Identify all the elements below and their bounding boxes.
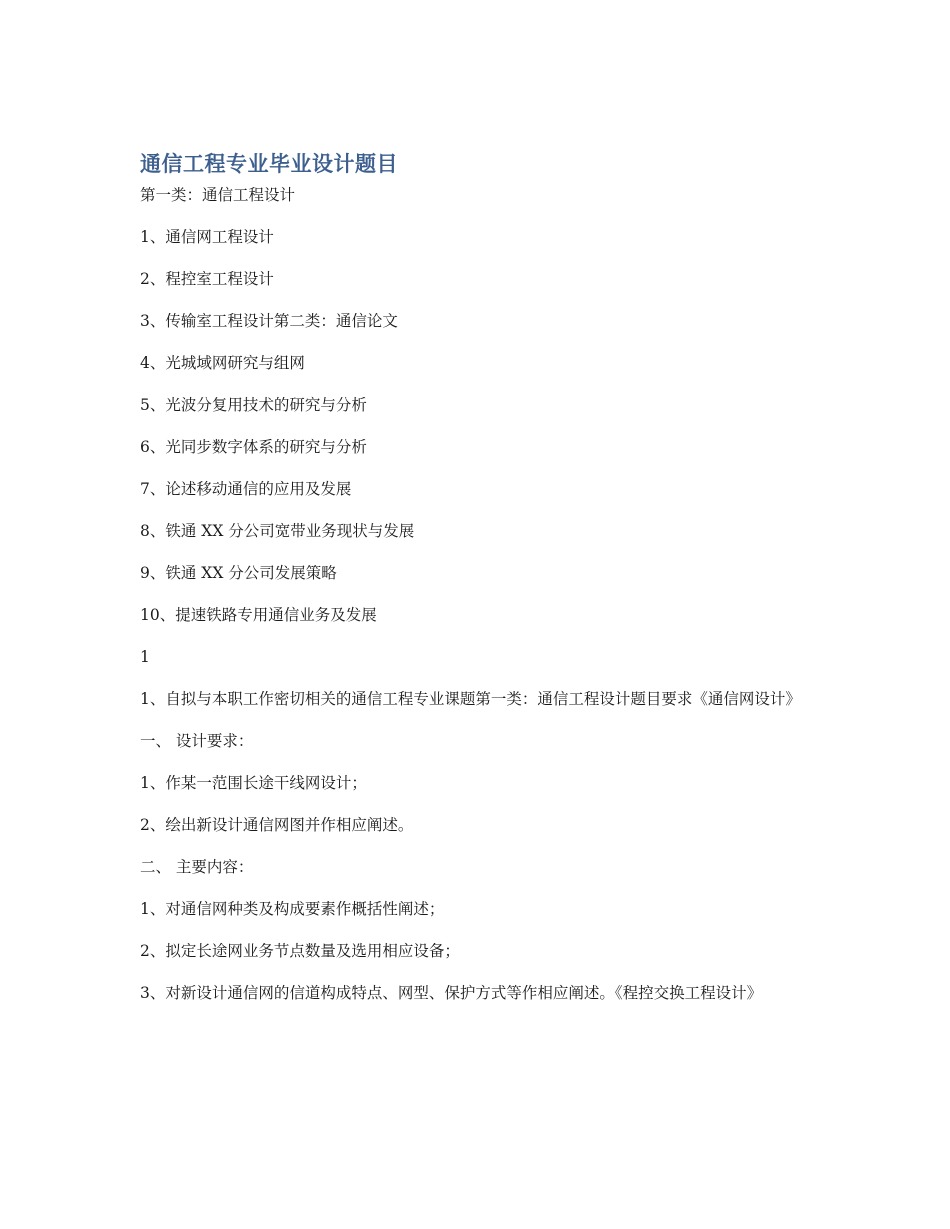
paragraph-18: 2、拟定长途网业务节点数量及选用相应设备； bbox=[140, 942, 460, 960]
paragraph-15: 2、绘出新设计通信网图并作相应阐述。 bbox=[140, 816, 414, 834]
paragraph-5: 5、光波分复用技术的研究与分析 bbox=[140, 396, 367, 414]
document-title: 通信工程专业毕业设计题目 bbox=[140, 152, 398, 176]
paragraph-11: 1 bbox=[140, 648, 150, 666]
category-heading: 第一类：通信工程设计 bbox=[140, 186, 296, 204]
paragraph-16: 二、 主要内容： bbox=[140, 858, 254, 876]
document-page bbox=[140, 148, 810, 1022]
paragraph-6: 6、光同步数字体系的研究与分析 bbox=[140, 438, 367, 456]
paragraph-14: 1、作某一范围长途干线网设计； bbox=[140, 774, 367, 792]
paragraph-19: 3、对新设计通信网的信道构成特点、网型、保护方式等作相应阐述。《程控交换工程设计》 bbox=[140, 984, 763, 1002]
paragraph-3: 3、传输室工程设计第二类：通信论文 bbox=[140, 312, 398, 330]
paragraph-10: 10、提速铁路专用通信业务及发展 bbox=[140, 606, 377, 624]
paragraph-8: 8、铁通 XX 分公司宽带业务现状与发展 bbox=[140, 522, 415, 540]
paragraph-4: 4、光城域网研究与组网 bbox=[140, 354, 305, 372]
paragraph-13: 一、 设计要求： bbox=[140, 732, 254, 750]
paragraph-12: 1、自拟与本职工作密切相关的通信工程专业课题第一类：通信工程设计题目要求《通信网设计》 bbox=[140, 690, 801, 708]
paragraph-2: 2、程控室工程设计 bbox=[140, 270, 274, 288]
paragraph-17: 1、对通信网种类及构成要素作概括性阐述； bbox=[140, 900, 445, 918]
paragraph-7: 7、论述移动通信的应用及发展 bbox=[140, 480, 352, 498]
paragraph-9: 9、铁通 XX 分公司发展策略 bbox=[140, 564, 337, 582]
paragraph-1: 1、通信网工程设计 bbox=[140, 228, 274, 246]
